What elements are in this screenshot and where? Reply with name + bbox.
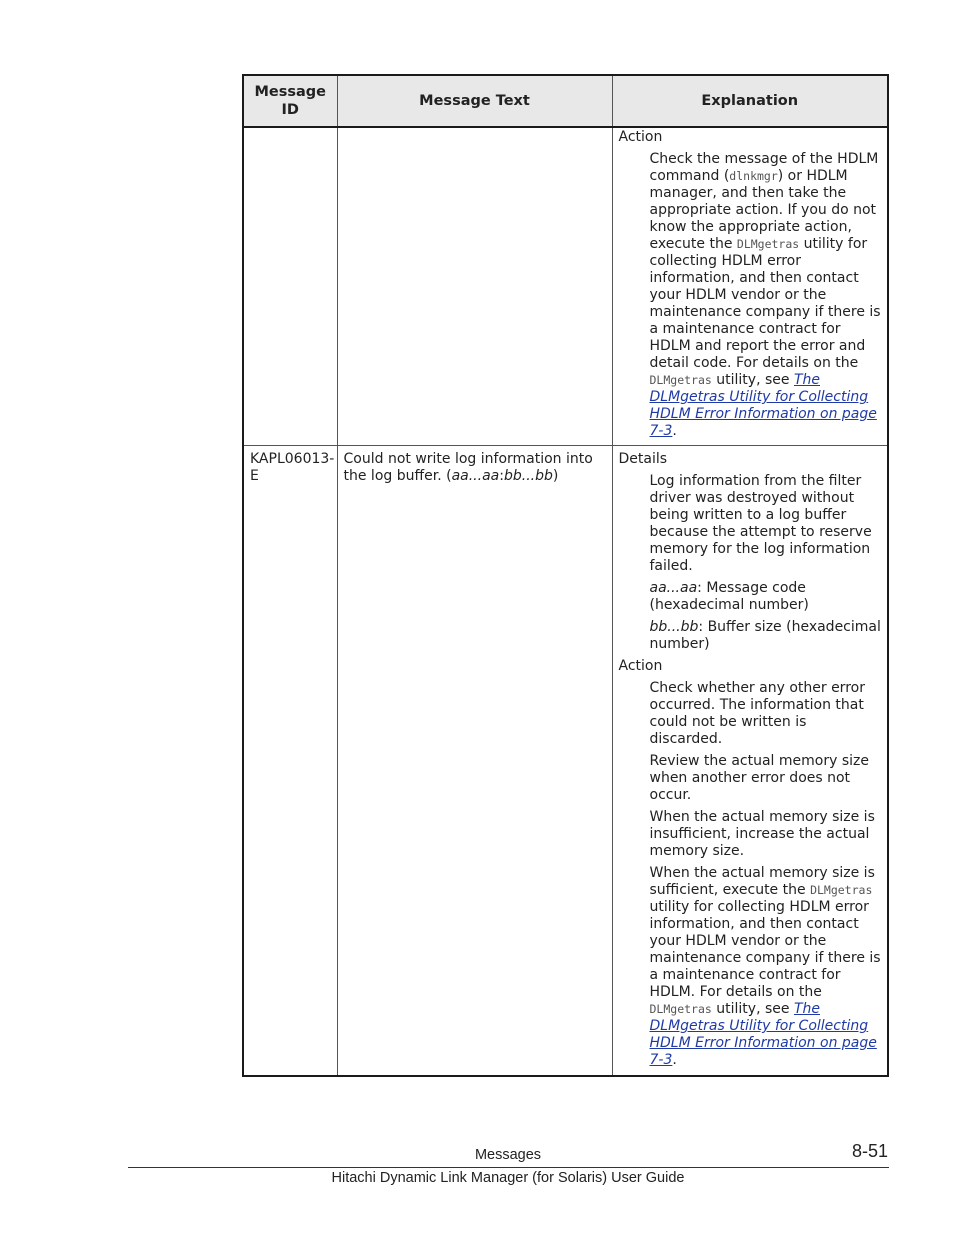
dlmgetras-reference-link[interactable]: The DLMgetras Utility for Collecting HDLM Error Information on page 7-3 — [649, 1001, 877, 1068]
page-number: 8-51 — [851, 1141, 888, 1161]
action-paragraph — [650, 151, 882, 440]
code-dlmgetras: DLMgetras — [649, 373, 712, 387]
dlmgetras-reference-link[interactable]: The DLMgetras Utility for Collecting HDLM Error Information on page 7-3 — [649, 372, 877, 439]
row1-message-text — [337, 127, 612, 446]
text: Check the message of the HDLM command ( — [649, 151, 879, 184]
details-heading: Details — [618, 451, 668, 467]
action-heading: Action — [618, 129, 663, 145]
details-paragraph: Log information from the filter driver was destroyed without being written to a log buffer because the attempt to reserve memory for the log information failed. — [649, 473, 872, 574]
table-row — [243, 127, 888, 446]
action-paragraph: When the actual memory size is sufficient, execute the DLMgetras utility for collecting HDLM error information, and then contact your HDLM vendor or the maintenance company if there is a maintenance contract for HDLM. For details on the DLMgetras utility, see The DLMgetras Utility for Collecting HDLM Error Information on page 7-3. — [649, 865, 881, 1068]
action-paragraph: When the actual memory size is insufficient, increase the actual memory size. — [649, 809, 875, 859]
footer-section-name: Messages — [474, 1147, 542, 1163]
details-var-buffer-size: bb...bb: Buffer size (hexadecimal number) — [649, 619, 881, 652]
footer-divider — [128, 1167, 889, 1168]
table-row — [243, 446, 888, 1077]
action-paragraph: Check whether any other error occurred. The information that could not be written is discarded. — [649, 680, 865, 747]
text: utility for collecting HDLM error information, and then contact your HDLM vendor or the maintenance company if there is a maintenance contract for HDLM and report the error and detail code. For details on the — [649, 236, 881, 371]
header-explanation: Explanation — [612, 75, 888, 127]
code-dlmgetras: DLMgetras — [810, 883, 873, 897]
action-paragraph: Review the actual memory size when another error does not occur. — [649, 753, 869, 803]
footer-guide-title: Hitachi Dynamic Link Manager (for Solaris) User Guide — [331, 1170, 685, 1186]
code-dlnkmgr: dlnkmgr — [729, 169, 778, 183]
row1-explanation — [612, 127, 888, 446]
details-var-message-code: aa...aa: Message code (hexadecimal number) — [649, 580, 809, 613]
text: . — [672, 423, 677, 439]
header-message-text: Message Text — [337, 75, 612, 127]
row1-message-id — [243, 127, 337, 446]
message-table — [242, 74, 889, 1077]
code-dlmgetras: DLMgetras — [736, 237, 800, 251]
action-heading: Action — [618, 658, 663, 674]
row2-explanation — [612, 446, 888, 1077]
code-dlmgetras: DLMgetras — [649, 1002, 712, 1016]
row2-message-id: KAPL06013-E — [243, 446, 337, 1077]
text: ) or HDLM manager, and then take the appropriate action. If you do not know the appropriate action, execute the — [649, 168, 877, 252]
header-message-id: Message ID — [243, 75, 337, 127]
row2-message-text: Could not write log information into the log buffer. (aa...aa:bb...bb) — [337, 446, 612, 1077]
table-header-row — [243, 75, 888, 127]
text: utility, see — [711, 372, 794, 388]
